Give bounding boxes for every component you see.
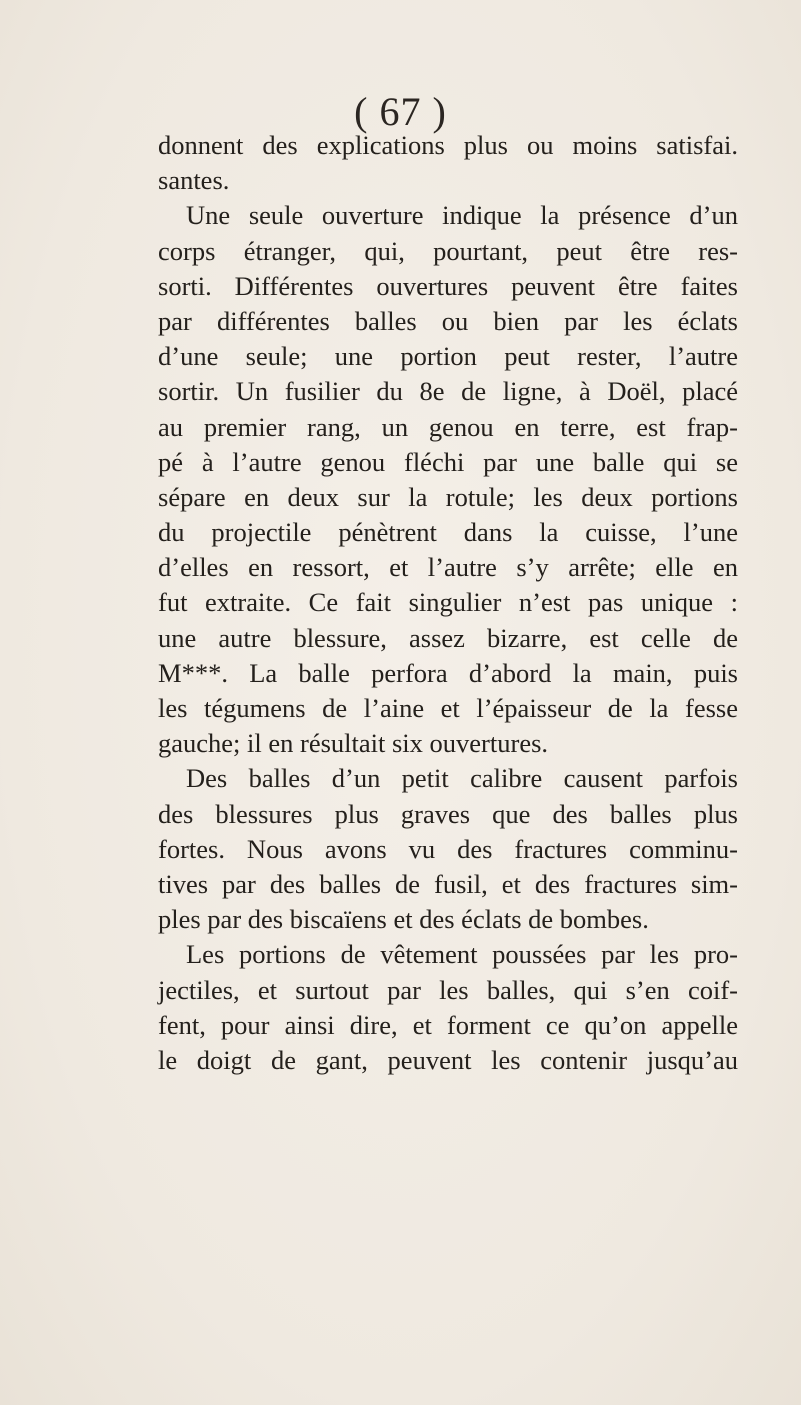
text-line: Des balles d’un petit calibre causent parfois bbox=[186, 763, 738, 794]
text-line: donnent des explications plus ou moins satisfai. bbox=[158, 130, 738, 160]
page-number: ( 67 ) bbox=[354, 89, 447, 134]
text-line: le doigt de gant, peuvent les contenir jusqu’au bbox=[158, 1044, 738, 1075]
text-line: au premier rang, un genou en terre, est frap- bbox=[158, 411, 738, 442]
text-line: une autre blessure, assez bizarre, est celle de bbox=[158, 622, 738, 653]
text-line: fortes. Nous avons vu des fractures comminu- bbox=[158, 833, 738, 864]
body-text bbox=[158, 128, 738, 1078]
text-line: tives par des balles de fusil, et des fractures sim- bbox=[158, 868, 738, 899]
text-line: M***. La balle perfora d’abord la main, puis bbox=[158, 657, 738, 688]
text-line: ples par des biscaïens et des éclats de bombes. bbox=[158, 904, 649, 935]
text-line: les tégumens de l’aine et l’épaisseur de la fesse bbox=[158, 693, 738, 723]
text-line: d’une seule; une portion peut rester, l’autre bbox=[158, 341, 738, 372]
text-line: sorti. Différentes ouvertures peuvent être faites bbox=[158, 270, 738, 301]
text-line: du projectile pénètrent dans la cuisse, l’une bbox=[158, 517, 738, 548]
text-line: fut extraite. Ce fait singulier n’est pas unique : bbox=[158, 587, 738, 618]
text-line: des blessures plus graves que des balles plus bbox=[158, 798, 738, 829]
text-line: corps étranger, qui, pourtant, peut être res- bbox=[158, 235, 738, 266]
text-line: gauche; il en résultait six ouvertures. bbox=[158, 728, 549, 759]
text-line: pé à l’autre genou fléchi par une balle qui se bbox=[158, 446, 738, 477]
text-line: par différentes balles ou bien par les éclats bbox=[158, 305, 738, 336]
text-line: Les portions de vêtement poussées par les pro- bbox=[186, 939, 738, 970]
text-line: d’elles en ressort, et l’autre s’y arrête; elle en bbox=[158, 552, 738, 583]
text-line: fent, pour ainsi dire, et forment ce qu’on appelle bbox=[158, 1009, 738, 1040]
text-line: sortir. Un fusilier du 8e de ligne, à Doël, placé bbox=[158, 376, 738, 407]
text-line: santes. bbox=[158, 165, 230, 196]
text-line: jectiles, et surtout par les balles, qui s’en coif- bbox=[158, 974, 738, 1005]
text-line: Une seule ouverture indique la présence d’un bbox=[186, 200, 738, 231]
text-line: sépare en deux sur la rotule; les deux portions bbox=[158, 481, 738, 512]
